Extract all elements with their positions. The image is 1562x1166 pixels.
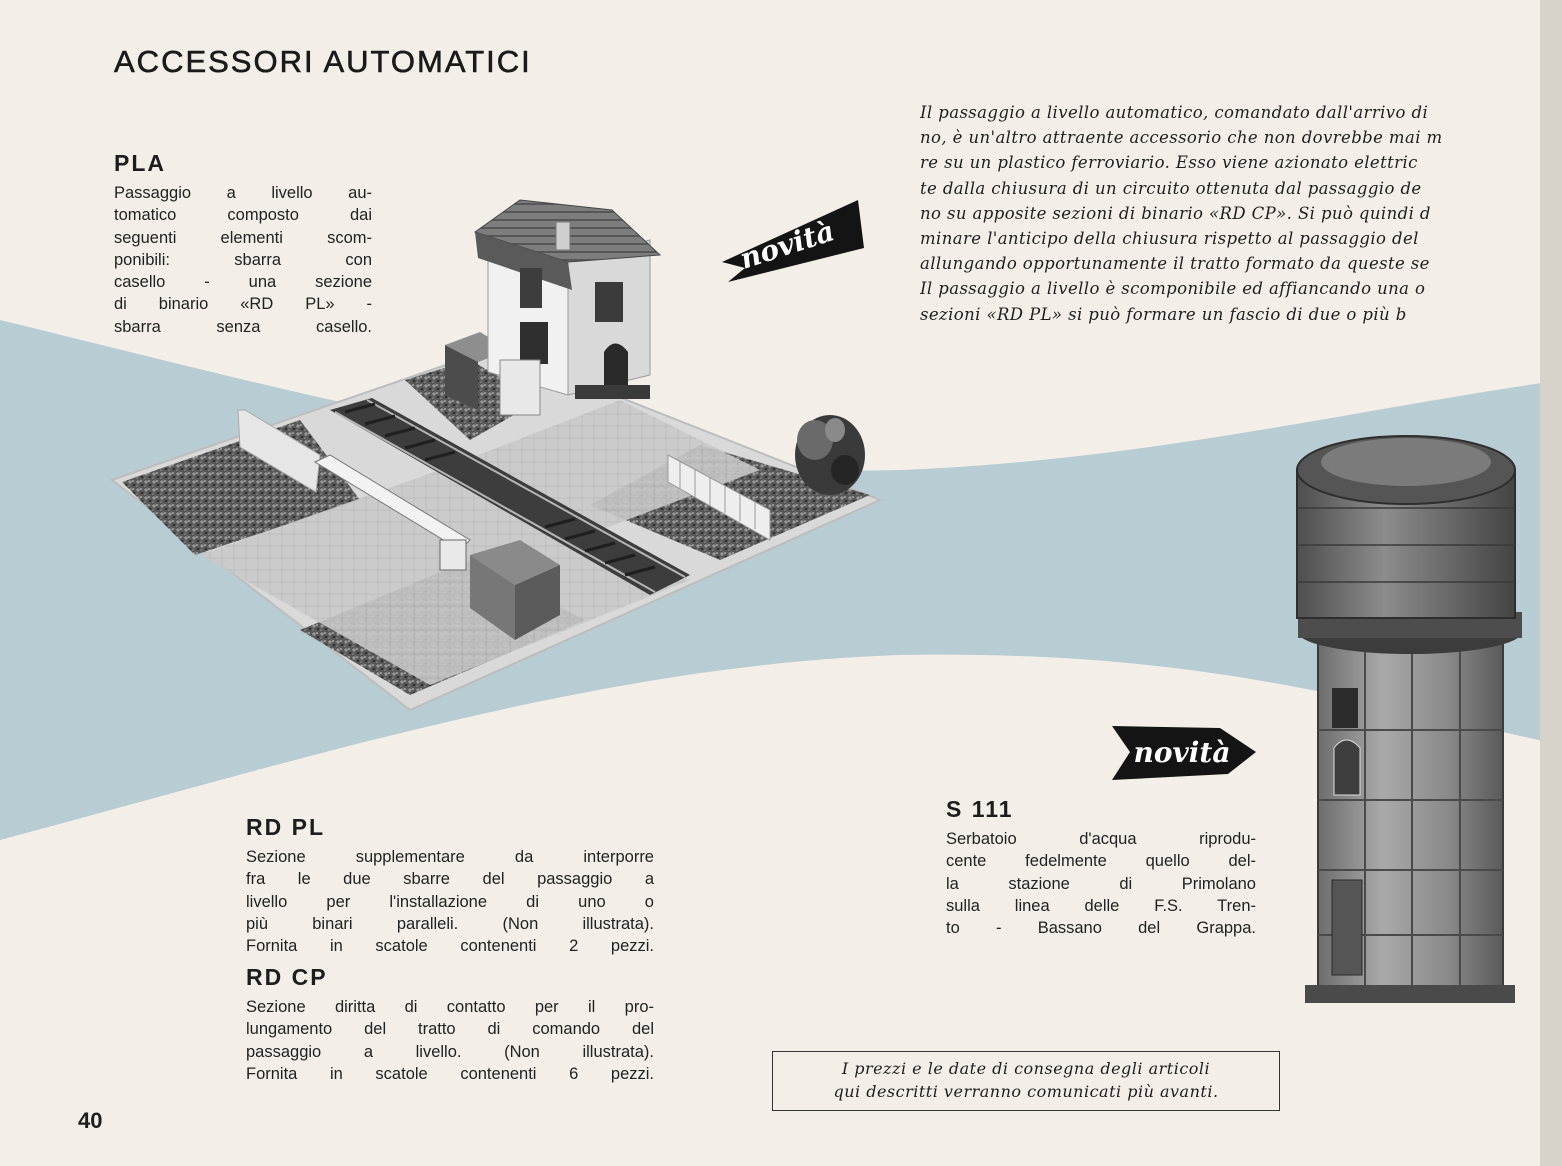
product-rd-pl [246, 814, 654, 957]
product-code: RD PL [246, 814, 325, 840]
product-code: S 111 [946, 796, 1014, 822]
intro-line: Il passaggio a livello è scomponibile ed affiancando una o [920, 279, 1426, 299]
intro-line: te dalla chiusura di un circuito ottenuta dal passaggio de [920, 178, 1422, 198]
tree [795, 415, 865, 495]
description-line: livello per l'installazione di uno o [246, 892, 654, 911]
description-line: Fornita in scatole contenenti 6 pezzi. [246, 1064, 654, 1083]
product-description [246, 846, 654, 957]
novita-badge-text: novità [1133, 736, 1231, 769]
intro-line: no, è un'altro attraente accessorio che non dovrebbe mai m [920, 128, 1443, 148]
intro-line: no su apposite sezioni di binario «RD CP». Si può quindi d [920, 203, 1431, 223]
description-line: seguenti elementi scom- [114, 228, 372, 247]
pricing-notice-box [772, 1051, 1280, 1111]
page-number: 40 [78, 1108, 103, 1133]
product-code: RD CP [246, 964, 328, 990]
product-s111 [946, 796, 1256, 939]
description-line: Sezione diritta di contatto per il pro- [246, 998, 654, 1016]
description-line: sbarra senza casello. [114, 317, 372, 336]
novita-badge-1 [722, 200, 864, 282]
description-line: to - Bassano del Grappa. [946, 919, 1256, 938]
intro-line: re su un plastico ferroviario. Esso viene azionato elettric [920, 153, 1418, 173]
novita-badge-2 [1112, 726, 1256, 780]
intro-line: allungando opportunamente il tratto formato da queste se [920, 254, 1430, 274]
description-line: la stazione di Primolano [946, 874, 1256, 893]
product-rd-cp [246, 964, 654, 1085]
product-pla [114, 150, 372, 338]
intro-line: minare l'anticipo della chiusura rispetto al passaggio del [920, 229, 1419, 249]
description-line: sulla linea delle F.S. Tren- [946, 896, 1256, 915]
description-line: tomatico composto dai [114, 206, 372, 225]
product-code: PLA [114, 150, 166, 176]
intro-line: Il passaggio a livello automatico, comandato dall'arrivo di [920, 103, 1429, 122]
notice-line: I prezzi e le date di consegna degli articoli [841, 1059, 1211, 1078]
description-line: Sezione supplementare da interporre [246, 848, 654, 866]
intro-line: sezioni «RD PL» si può formare un fascio di due o più b [920, 304, 1407, 324]
novita-badge-text: novità [735, 214, 839, 276]
description-line: cente fedelmente quello del- [946, 852, 1256, 871]
description-line: ponibili: sbarra con [114, 250, 372, 269]
product-description [246, 996, 654, 1085]
description-line: fra le due sbarre del passaggio a [246, 870, 654, 889]
description-line: Passaggio a livello au- [114, 184, 372, 202]
notice-line: qui descritti verranno comunicati più avanti. [833, 1082, 1219, 1101]
page-title: ACCESSORI AUTOMATICI [114, 44, 532, 79]
description-line: di binario «RD PL» - [114, 295, 372, 314]
intro-paragraph [920, 100, 1550, 327]
water-tower-model [1297, 436, 1522, 1003]
product-description [114, 182, 372, 338]
description-line: passaggio a livello. (Non illustrata). [246, 1042, 654, 1061]
product-description [946, 828, 1256, 939]
description-line: Serbatoio d'acqua riprodu- [946, 830, 1256, 848]
description-line: più binari paralleli. (Non illustrata). [246, 914, 654, 933]
description-line: Fornita in scatole contenenti 2 pezzi. [246, 937, 654, 956]
description-line: lungamento del tratto di comando del [246, 1020, 654, 1039]
description-line: casello - una sezione [114, 273, 372, 292]
